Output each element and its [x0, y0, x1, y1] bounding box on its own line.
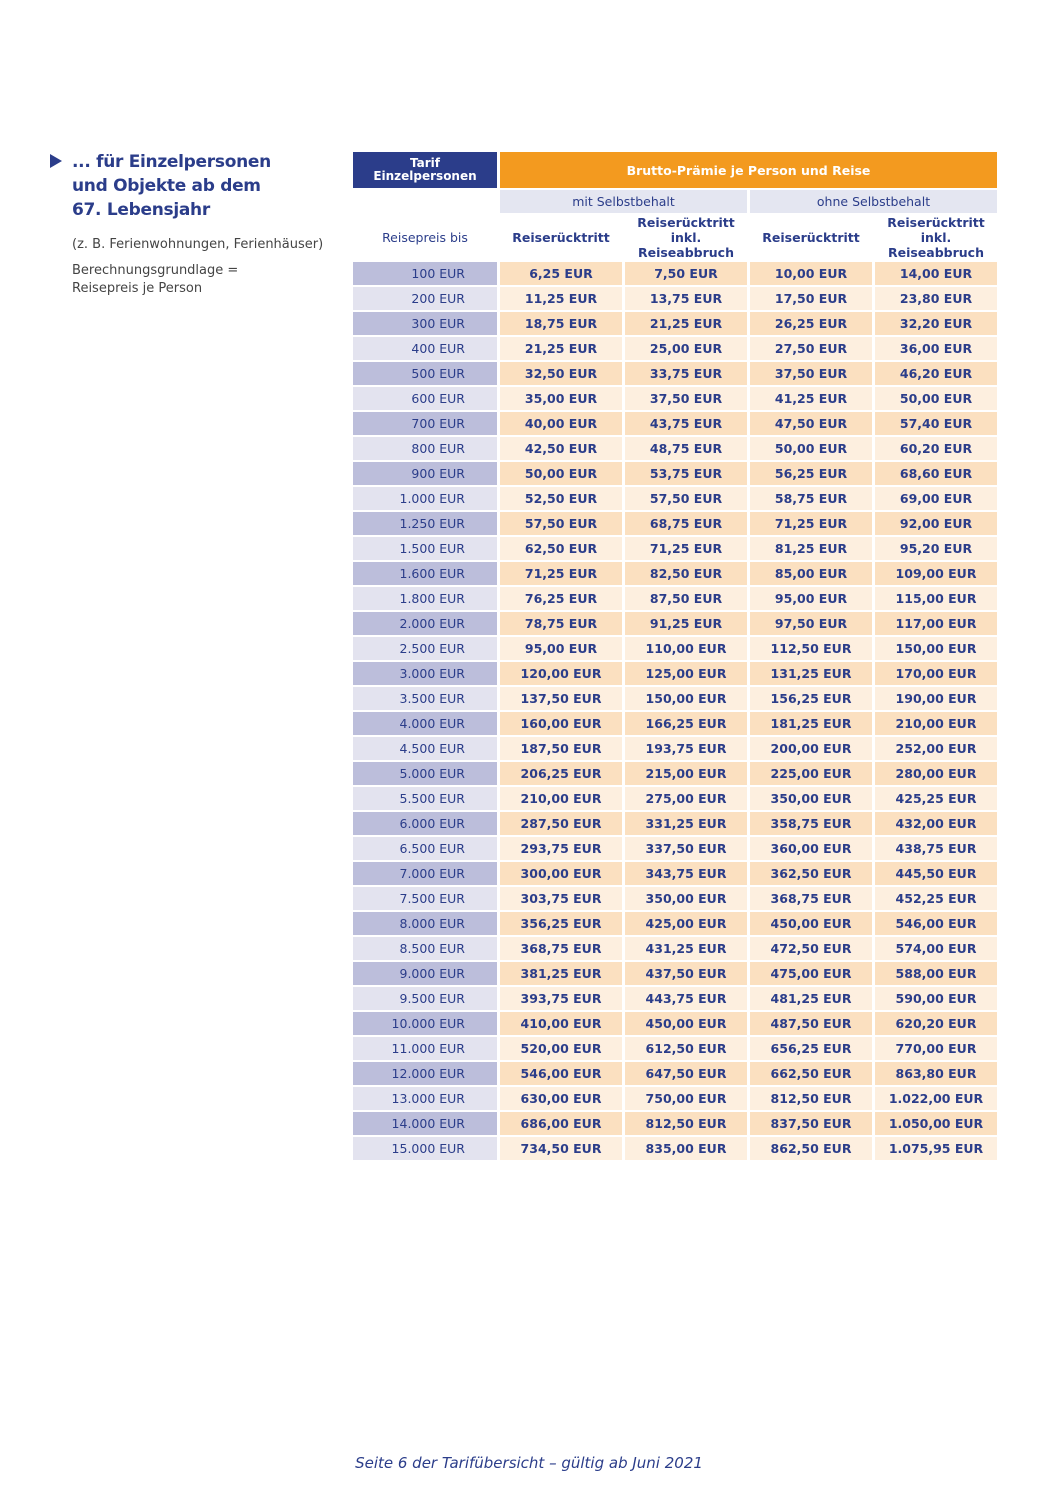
- premium-cell: 150,00 EUR: [625, 687, 747, 710]
- premium-cell: 52,50 EUR: [500, 487, 622, 510]
- col-ruecktritt-mit: Reiserücktritt: [512, 230, 610, 245]
- reisepreis-cell: 700 EUR: [353, 412, 497, 435]
- premium-cell: 252,00 EUR: [875, 737, 997, 760]
- triangle-bullet-icon: [50, 154, 62, 168]
- premium-cell: 662,50 EUR: [750, 1062, 872, 1085]
- reisepreis-cell: 5.000 EUR: [353, 762, 497, 785]
- table-row: [353, 687, 997, 710]
- reisepreis-cell: 6.000 EUR: [353, 812, 497, 835]
- reisepreis-cell: 1.000 EUR: [353, 487, 497, 510]
- premium-cell: 23,80 EUR: [875, 287, 997, 310]
- premium-cell: 40,00 EUR: [500, 412, 622, 435]
- premium-cell: 82,50 EUR: [625, 562, 747, 585]
- premium-cell: 187,50 EUR: [500, 737, 622, 760]
- reisepreis-cell: 10.000 EUR: [353, 1012, 497, 1035]
- premium-cell: 350,00 EUR: [750, 787, 872, 810]
- premium-cell: 25,00 EUR: [625, 337, 747, 360]
- reisepreis-cell: 600 EUR: [353, 387, 497, 410]
- premium-cell: 206,25 EUR: [500, 762, 622, 785]
- col-abbruch-ohne: [875, 215, 997, 260]
- premium-cell: 170,00 EUR: [875, 662, 997, 685]
- premium-cell: 57,40 EUR: [875, 412, 997, 435]
- premium-cell: 303,75 EUR: [500, 887, 622, 910]
- premium-cell: 95,00 EUR: [750, 587, 872, 610]
- note-basis: Reisepreis je Person: [72, 281, 203, 296]
- premium-cell: 360,00 EUR: [750, 837, 872, 860]
- note-basis: Berechnungsgrundlage =: [72, 263, 239, 278]
- table-row: [353, 1037, 997, 1060]
- reisepreis-cell: 9.000 EUR: [353, 962, 497, 985]
- premium-cell: 225,00 EUR: [750, 762, 872, 785]
- premium-cell: 160,00 EUR: [500, 712, 622, 735]
- premium-cell: 381,25 EUR: [500, 962, 622, 985]
- heading-line: 67. Lebensjahr: [72, 200, 210, 220]
- premium-cell: 620,20 EUR: [875, 1012, 997, 1035]
- reisepreis-cell: 12.000 EUR: [353, 1062, 497, 1085]
- heading-line: und Objekte ab dem: [72, 176, 261, 196]
- table-row: [353, 787, 997, 810]
- premium-cell: 117,00 EUR: [875, 612, 997, 635]
- heading-line: ... für Einzelpersonen: [72, 152, 271, 172]
- premium-cell: 431,25 EUR: [625, 937, 747, 960]
- reisepreis-cell: 6.500 EUR: [353, 837, 497, 860]
- premium-cell: 13,75 EUR: [625, 287, 747, 310]
- reisepreis-cell: 500 EUR: [353, 362, 497, 385]
- premium-cell: 18,75 EUR: [500, 312, 622, 335]
- reisepreis-cell: 15.000 EUR: [353, 1137, 497, 1160]
- table-row: [353, 737, 997, 760]
- reisepreis-cell: 13.000 EUR: [353, 1087, 497, 1110]
- premium-cell: 78,75 EUR: [500, 612, 622, 635]
- table-row: [353, 812, 997, 835]
- premium-cell: 630,00 EUR: [500, 1087, 622, 1110]
- table-row: [353, 587, 997, 610]
- premium-cell: 443,75 EUR: [625, 987, 747, 1010]
- premium-cell: 1.075,95 EUR: [875, 1137, 997, 1160]
- premium-cell: 812,50 EUR: [625, 1112, 747, 1135]
- premium-cell: 35,00 EUR: [500, 387, 622, 410]
- table-row: [353, 862, 997, 885]
- premium-cell: 125,00 EUR: [625, 662, 747, 685]
- premium-cell: 27,50 EUR: [750, 337, 872, 360]
- premium-cell: 62,50 EUR: [500, 537, 622, 560]
- premium-cell: 574,00 EUR: [875, 937, 997, 960]
- premium-cell: 438,75 EUR: [875, 837, 997, 860]
- table-row: [353, 962, 997, 985]
- table-body: [353, 262, 997, 1160]
- premium-cell: 837,50 EUR: [750, 1112, 872, 1135]
- premium-cell: 181,25 EUR: [750, 712, 872, 735]
- premium-cell: 1.022,00 EUR: [875, 1087, 997, 1110]
- reisepreis-cell: 1.250 EUR: [353, 512, 497, 535]
- premium-cell: 588,00 EUR: [875, 962, 997, 985]
- premium-cell: 356,25 EUR: [500, 912, 622, 935]
- tarif-header: [353, 152, 497, 188]
- ohne-selbstbehalt-header: ohne Selbstbehalt: [750, 190, 997, 213]
- premium-cell: 21,25 EUR: [625, 312, 747, 335]
- premium-cell: 36,00 EUR: [875, 337, 997, 360]
- table-row: [353, 387, 997, 410]
- reisepreis-cell: 200 EUR: [353, 287, 497, 310]
- premium-cell: 57,50 EUR: [500, 512, 622, 535]
- premium-cell: 452,25 EUR: [875, 887, 997, 910]
- table-row: [353, 712, 997, 735]
- reisepreis-cell: 8.000 EUR: [353, 912, 497, 935]
- premium-cell: 150,00 EUR: [875, 637, 997, 660]
- premium-cell: 1.050,00 EUR: [875, 1112, 997, 1135]
- premium-cell: 343,75 EUR: [625, 862, 747, 885]
- premium-cell: 770,00 EUR: [875, 1037, 997, 1060]
- premium-cell: 56,25 EUR: [750, 462, 872, 485]
- table-row: [353, 487, 997, 510]
- reisepreis-cell: 2.500 EUR: [353, 637, 497, 660]
- table-row: [353, 1112, 997, 1135]
- table-row: [353, 662, 997, 685]
- premium-cell: 331,25 EUR: [625, 812, 747, 835]
- col-abbruch-mit: [625, 215, 747, 260]
- premium-cell: 432,00 EUR: [875, 812, 997, 835]
- premium-cell: 362,50 EUR: [750, 862, 872, 885]
- reisepreis-cell: 1.500 EUR: [353, 537, 497, 560]
- premium-cell: 368,75 EUR: [750, 887, 872, 910]
- premium-cell: 425,00 EUR: [625, 912, 747, 935]
- table-row: [353, 337, 997, 360]
- premium-cell: 358,75 EUR: [750, 812, 872, 835]
- table-row: [353, 437, 997, 460]
- premium-cell: 43,75 EUR: [625, 412, 747, 435]
- premium-cell: 17,50 EUR: [750, 287, 872, 310]
- premium-cell: 750,00 EUR: [625, 1087, 747, 1110]
- premium-cell: 95,00 EUR: [500, 637, 622, 660]
- premium-cell: 60,20 EUR: [875, 437, 997, 460]
- premium-cell: 50,00 EUR: [875, 387, 997, 410]
- reisepreis-cell: 400 EUR: [353, 337, 497, 360]
- table-row: [353, 637, 997, 660]
- premium-cell: 425,25 EUR: [875, 787, 997, 810]
- reisepreis-cell: 3.500 EUR: [353, 687, 497, 710]
- table-row: [353, 887, 997, 910]
- reisepreis-header: Reisepreis bis: [382, 230, 468, 245]
- premium-cell: 812,50 EUR: [750, 1087, 872, 1110]
- reisepreis-cell: 14.000 EUR: [353, 1112, 497, 1135]
- table-row: [353, 1012, 997, 1035]
- premium-cell: 87,50 EUR: [625, 587, 747, 610]
- reisepreis-cell: 1.600 EUR: [353, 562, 497, 585]
- premium-cell: 193,75 EUR: [625, 737, 747, 760]
- premium-cell: 200,00 EUR: [750, 737, 872, 760]
- reisepreis-cell: 4.500 EUR: [353, 737, 497, 760]
- table-row: [353, 462, 997, 485]
- premium-cell: 109,00 EUR: [875, 562, 997, 585]
- premium-cell: 71,25 EUR: [500, 562, 622, 585]
- premium-cell: 546,00 EUR: [500, 1062, 622, 1085]
- premium-cell: 81,25 EUR: [750, 537, 872, 560]
- sidebar: [50, 150, 330, 298]
- premium-cell: 656,25 EUR: [750, 1037, 872, 1060]
- col-header-line: Reiserücktritt: [887, 215, 985, 230]
- reisepreis-cell: 100 EUR: [353, 262, 497, 285]
- premium-cell: 112,50 EUR: [750, 637, 872, 660]
- premium-cell: 50,00 EUR: [750, 437, 872, 460]
- premium-cell: 71,25 EUR: [625, 537, 747, 560]
- premium-cell: 42,50 EUR: [500, 437, 622, 460]
- premium-cell: 156,25 EUR: [750, 687, 872, 710]
- premium-cell: 293,75 EUR: [500, 837, 622, 860]
- premium-cell: 120,00 EUR: [500, 662, 622, 685]
- reisepreis-cell: 300 EUR: [353, 312, 497, 335]
- premium-cell: 487,50 EUR: [750, 1012, 872, 1035]
- premium-cell: 450,00 EUR: [750, 912, 872, 935]
- table-row: [353, 1137, 997, 1160]
- premium-cell: 85,00 EUR: [750, 562, 872, 585]
- premium-cell: 6,25 EUR: [500, 262, 622, 285]
- premium-cell: 47,50 EUR: [750, 412, 872, 435]
- premium-cell: 14,00 EUR: [875, 262, 997, 285]
- premium-cell: 68,60 EUR: [875, 462, 997, 485]
- premium-cell: 58,75 EUR: [750, 487, 872, 510]
- premium-cell: 37,50 EUR: [750, 362, 872, 385]
- reisepreis-cell: 3.000 EUR: [353, 662, 497, 685]
- premium-cell: 41,25 EUR: [750, 387, 872, 410]
- table-row: [353, 537, 997, 560]
- premium-cell: 26,25 EUR: [750, 312, 872, 335]
- premium-cell: 57,50 EUR: [625, 487, 747, 510]
- table-row: [353, 312, 997, 335]
- reisepreis-cell: 2.000 EUR: [353, 612, 497, 635]
- reisepreis-cell: 5.500 EUR: [353, 787, 497, 810]
- premium-cell: 210,00 EUR: [875, 712, 997, 735]
- premium-cell: 215,00 EUR: [625, 762, 747, 785]
- reisepreis-cell: 7.500 EUR: [353, 887, 497, 910]
- premium-cell: 734,50 EUR: [500, 1137, 622, 1160]
- premium-cell: 337,50 EUR: [625, 837, 747, 860]
- premium-cell: 863,80 EUR: [875, 1062, 997, 1085]
- premium-cell: 115,00 EUR: [875, 587, 997, 610]
- premium-cell: 76,25 EUR: [500, 587, 622, 610]
- tariff-table: [350, 150, 1000, 1162]
- premium-cell: 368,75 EUR: [500, 937, 622, 960]
- premium-cell: 612,50 EUR: [625, 1037, 747, 1060]
- premium-cell: 137,50 EUR: [500, 687, 622, 710]
- premium-cell: 50,00 EUR: [500, 462, 622, 485]
- premium-cell: 7,50 EUR: [625, 262, 747, 285]
- premium-cell: 33,75 EUR: [625, 362, 747, 385]
- col-header-line: inkl. Reiseabbruch: [887, 230, 984, 260]
- reisepreis-cell: 1.800 EUR: [353, 587, 497, 610]
- note: [72, 236, 330, 298]
- reisepreis-cell: 9.500 EUR: [353, 987, 497, 1010]
- reisepreis-cell: 900 EUR: [353, 462, 497, 485]
- premium-cell: 48,75 EUR: [625, 437, 747, 460]
- premium-cell: 32,50 EUR: [500, 362, 622, 385]
- page-footer: Seite 6 der Tarifübersicht – gültig ab Juni 2021: [355, 1454, 703, 1472]
- section-heading: [50, 150, 330, 222]
- premium-cell: 95,20 EUR: [875, 537, 997, 560]
- premium-cell: 300,00 EUR: [500, 862, 622, 885]
- premium-cell: 166,25 EUR: [625, 712, 747, 735]
- premium-cell: 37,50 EUR: [625, 387, 747, 410]
- premium-cell: 32,20 EUR: [875, 312, 997, 335]
- premium-cell: 97,50 EUR: [750, 612, 872, 635]
- mit-selbstbehalt-header: mit Selbstbehalt: [500, 190, 747, 213]
- table-row: [353, 512, 997, 535]
- premium-cell: 445,50 EUR: [875, 862, 997, 885]
- premium-cell: 11,25 EUR: [500, 287, 622, 310]
- premium-cell: 110,00 EUR: [625, 637, 747, 660]
- premium-cell: 92,00 EUR: [875, 512, 997, 535]
- table-row: [353, 937, 997, 960]
- premium-cell: 546,00 EUR: [875, 912, 997, 935]
- premium-cell: 647,50 EUR: [625, 1062, 747, 1085]
- premium-cell: 69,00 EUR: [875, 487, 997, 510]
- table-row: [353, 1062, 997, 1085]
- table-row: [353, 412, 997, 435]
- premium-cell: 68,75 EUR: [625, 512, 747, 535]
- premium-cell: 287,50 EUR: [500, 812, 622, 835]
- premium-cell: 91,25 EUR: [625, 612, 747, 635]
- col-ruecktritt-ohne: Reiserücktritt: [762, 230, 860, 245]
- col-header-line: inkl. Reiseabbruch: [637, 230, 734, 260]
- table-row: [353, 762, 997, 785]
- premium-cell: 862,50 EUR: [750, 1137, 872, 1160]
- premium-cell: 410,00 EUR: [500, 1012, 622, 1035]
- premium-cell: 46,20 EUR: [875, 362, 997, 385]
- table-row: [353, 987, 997, 1010]
- premium-cell: 450,00 EUR: [625, 1012, 747, 1035]
- table-row: [353, 837, 997, 860]
- premium-cell: 590,00 EUR: [875, 987, 997, 1010]
- table-row: [353, 912, 997, 935]
- premium-cell: 280,00 EUR: [875, 762, 997, 785]
- brutto-header: Brutto-Prämie je Person und Reise: [500, 152, 997, 188]
- premium-cell: 835,00 EUR: [625, 1137, 747, 1160]
- note-example: (z. B. Ferienwohnungen, Ferienhäuser): [72, 237, 324, 252]
- col-header-line: Reiserücktritt: [637, 215, 735, 230]
- premium-cell: 481,25 EUR: [750, 987, 872, 1010]
- premium-cell: 10,00 EUR: [750, 262, 872, 285]
- reisepreis-cell: 8.500 EUR: [353, 937, 497, 960]
- premium-cell: 53,75 EUR: [625, 462, 747, 485]
- table-row: [353, 1087, 997, 1110]
- tarif-header-line: Tarif: [410, 156, 440, 170]
- premium-cell: 275,00 EUR: [625, 787, 747, 810]
- premium-cell: 210,00 EUR: [500, 787, 622, 810]
- premium-cell: 686,00 EUR: [500, 1112, 622, 1135]
- table-row: [353, 262, 997, 285]
- table-row: [353, 362, 997, 385]
- table-row: [353, 612, 997, 635]
- premium-cell: 21,25 EUR: [500, 337, 622, 360]
- premium-cell: 350,00 EUR: [625, 887, 747, 910]
- premium-cell: 393,75 EUR: [500, 987, 622, 1010]
- table-row: [353, 562, 997, 585]
- reisepreis-cell: 11.000 EUR: [353, 1037, 497, 1060]
- premium-cell: 472,50 EUR: [750, 937, 872, 960]
- reisepreis-cell: 4.000 EUR: [353, 712, 497, 735]
- premium-cell: 520,00 EUR: [500, 1037, 622, 1060]
- premium-cell: 131,25 EUR: [750, 662, 872, 685]
- premium-cell: 71,25 EUR: [750, 512, 872, 535]
- premium-cell: 475,00 EUR: [750, 962, 872, 985]
- table-row: [353, 287, 997, 310]
- reisepreis-cell: 800 EUR: [353, 437, 497, 460]
- tarif-header-line: Einzelpersonen: [373, 169, 477, 183]
- empty-cell: [353, 190, 497, 213]
- premium-cell: 437,50 EUR: [625, 962, 747, 985]
- reisepreis-cell: 7.000 EUR: [353, 862, 497, 885]
- premium-cell: 190,00 EUR: [875, 687, 997, 710]
